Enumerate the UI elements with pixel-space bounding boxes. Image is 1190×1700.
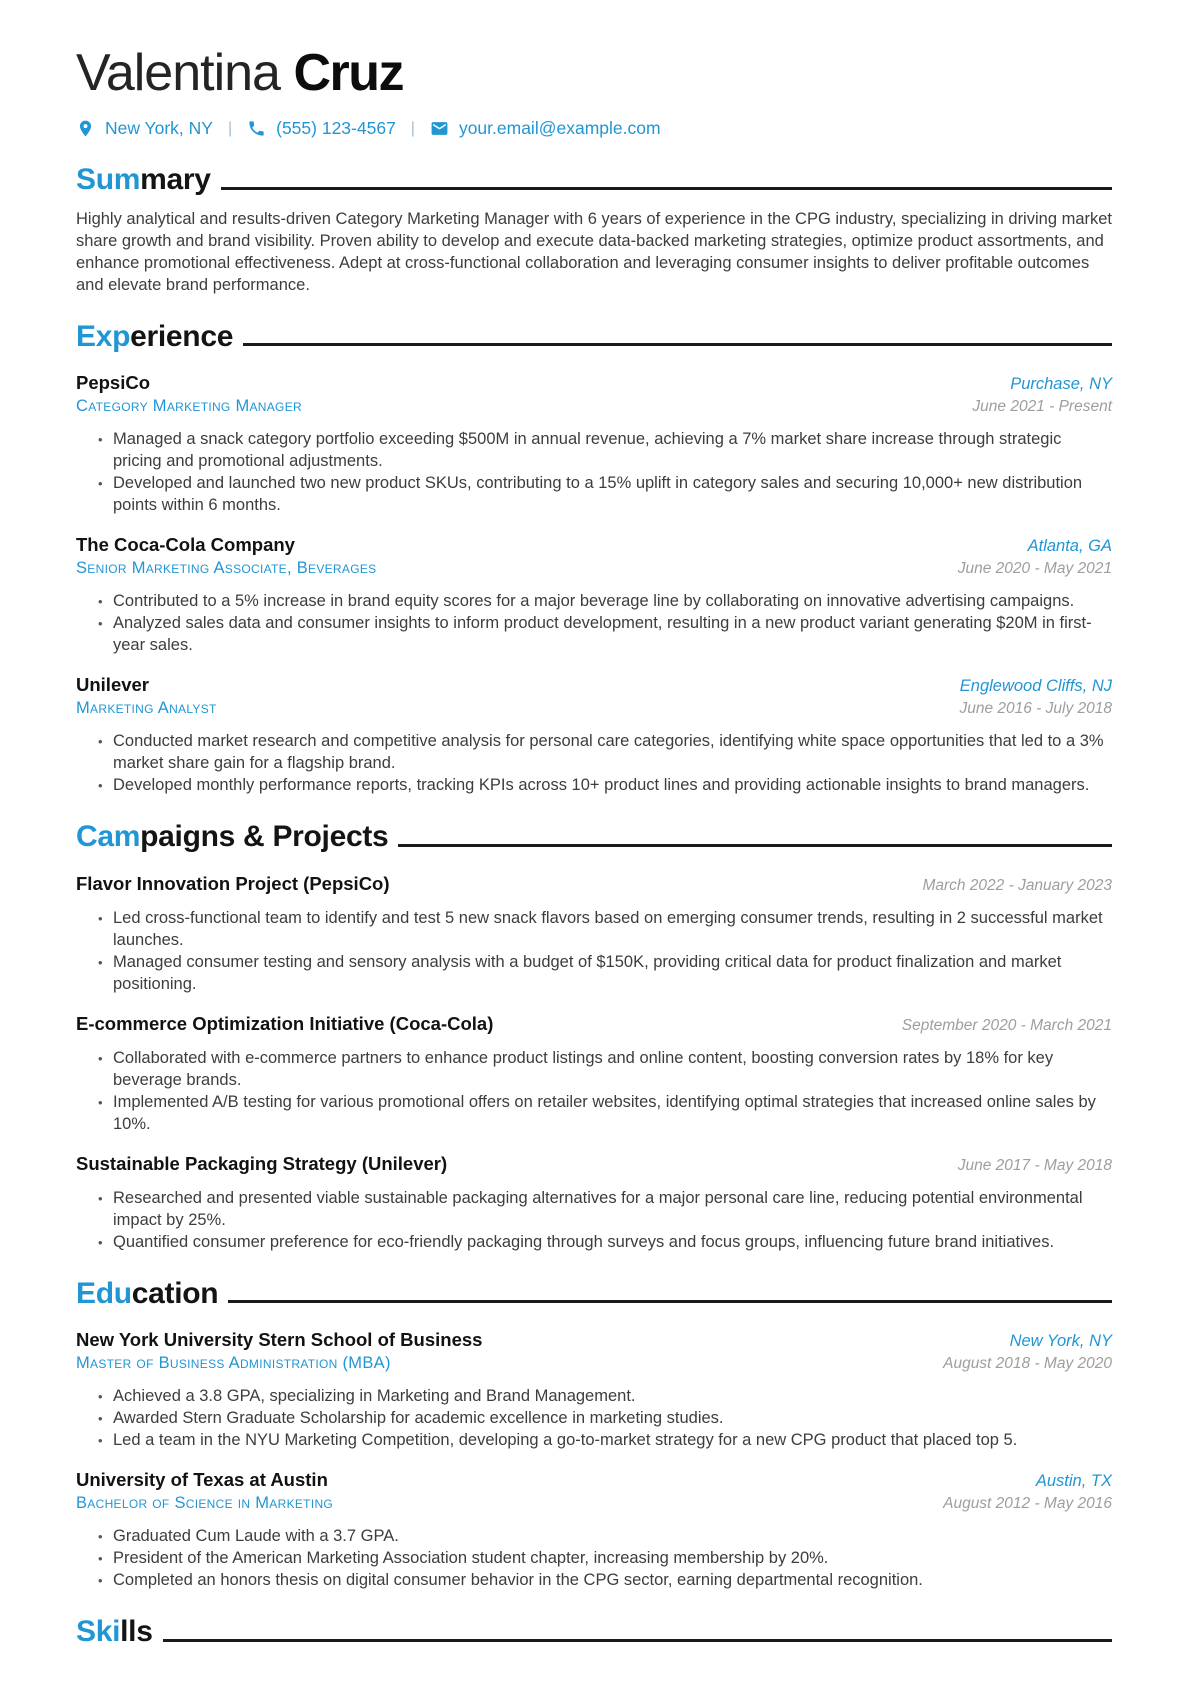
experience-title-accent: Exp bbox=[76, 319, 131, 353]
job-dates: June 2021 - Present bbox=[972, 398, 1112, 416]
bullet-item: • Contributed to a 5% increase in brand equity scores for a major beverage line by collaborating on innovative advertising campaigns. bbox=[113, 590, 1112, 612]
experience-title-rest: erience bbox=[130, 319, 234, 353]
project-entry bbox=[76, 873, 1112, 995]
job-dates: June 2020 - May 2021 bbox=[957, 560, 1112, 578]
experience-title bbox=[76, 320, 233, 355]
bullet-item: • Achieved a 3.8 GPA, specializing in Marketing and Brand Management. bbox=[113, 1385, 1112, 1407]
contact-separator: | bbox=[410, 119, 415, 137]
bullet-item: • Graduated Cum Laude with a 3.7 GPA. bbox=[113, 1525, 1112, 1547]
projects-section-header bbox=[76, 820, 1112, 855]
skills-title bbox=[76, 1615, 153, 1650]
job-bullet-list bbox=[76, 590, 1112, 656]
school-location: New York, NY bbox=[1009, 1332, 1112, 1351]
experience-entry bbox=[76, 534, 1112, 656]
projects-title bbox=[76, 820, 388, 855]
school-dates: August 2012 - May 2016 bbox=[943, 1495, 1112, 1513]
school-location: Austin, TX bbox=[1035, 1472, 1112, 1491]
bullet-item: • Developed monthly performance reports, tracking KPIs across 10+ product lines and providing actionable insights to brand managers. bbox=[113, 774, 1112, 796]
school-name: University of Texas at Austin bbox=[76, 1469, 328, 1491]
section-rule bbox=[163, 1639, 1112, 1642]
education-entry bbox=[76, 1329, 1112, 1451]
project-entry bbox=[76, 1153, 1112, 1253]
company-name: PepsiCo bbox=[76, 372, 151, 394]
contact-separator: | bbox=[227, 119, 233, 137]
bullet-item: • President of the American Marketing Association student chapter, increasing membership by 20%. bbox=[113, 1547, 1112, 1569]
location-text: New York, NY bbox=[105, 118, 213, 139]
summary-text: Highly analytical and results-driven Category Marketing Manager with 6 years of experience in the CPG industry, specializing in driving market share growth and brand visibility. Proven ability to develop and execute data-backed marketing strategies, optimize product assortments, and enhance promotional effectiveness. Adept at cross-functional collaboration and leveraging consumer insights to deliver profitable outcomes and elevate brand performance. bbox=[76, 209, 1113, 294]
job-role: Marketing Analyst bbox=[76, 699, 217, 718]
bullet-item: • Collaborated with e-commerce partners to enhance product listings and online content, boosting conversion rates by 18% for key beverage brands. bbox=[113, 1047, 1112, 1091]
degree-name: Master of Business Administration (MBA) bbox=[76, 1354, 391, 1373]
education-entry bbox=[76, 1469, 1112, 1591]
bullet-item: • Developed and launched two new product SKUs, contributing to a 15% uplift in category sales and securing 10,000+ new distribution points within 6 months. bbox=[113, 472, 1112, 516]
job-location: Englewood Cliffs, NJ bbox=[959, 677, 1112, 696]
phone-icon bbox=[247, 119, 266, 138]
summary-title-rest: mary bbox=[140, 163, 211, 197]
bullet-item: • Analyzed sales data and consumer insights to inform product development, resulting in a new product variant generating $20M in first-year sales. bbox=[113, 612, 1112, 656]
experience-entry bbox=[76, 674, 1112, 796]
last-name: Cruz bbox=[293, 44, 403, 102]
education-title bbox=[76, 1277, 218, 1312]
bullet-item: • Awarded Stern Graduate Scholarship for academic excellence in marketing studies. bbox=[113, 1407, 1112, 1429]
projects-title-rest: paigns & Projects bbox=[140, 820, 389, 854]
bullet-item: • Implemented A/B testing for various promotional offers on retailer websites, identifying optimal strategies that increased online sales by 10%. bbox=[113, 1091, 1112, 1135]
contact-row bbox=[76, 118, 1112, 139]
skills-title-rest: lls bbox=[120, 1615, 153, 1649]
contact-phone[interactable] bbox=[247, 118, 396, 139]
skills-section-header bbox=[76, 1615, 1112, 1650]
bullet-item: • Led cross-functional team to identify and test 5 new snack flavors based on emerging consumer trends, resulting in 2 successful market launches. bbox=[113, 907, 1112, 951]
degree-name: Bachelor of Science in Marketing bbox=[76, 1494, 334, 1513]
job-bullet-list bbox=[76, 730, 1112, 796]
project-dates: June 2017 - May 2018 bbox=[957, 1156, 1112, 1174]
school-name: New York University Stern School of Business bbox=[76, 1329, 483, 1351]
email-text: your.email@example.com bbox=[458, 118, 661, 139]
school-dates: August 2018 - May 2020 bbox=[943, 1355, 1112, 1373]
envelope-icon bbox=[430, 119, 449, 138]
summary-title bbox=[76, 163, 211, 198]
section-rule bbox=[228, 1300, 1112, 1303]
bullet-item: • Conducted market research and competitive analysis for personal care categories, identifying white space opportunities that led to a 3% market share gain for a flagship brand. bbox=[113, 730, 1112, 774]
map-pin-icon bbox=[76, 119, 95, 138]
project-bullet-list bbox=[76, 1187, 1112, 1253]
project-name: Flavor Innovation Project (PepsiCo) bbox=[76, 872, 390, 894]
company-name: The Coca-Cola Company bbox=[76, 534, 295, 556]
skills-title-accent: Ski bbox=[76, 1615, 121, 1649]
phone-text: (555) 123-4567 bbox=[276, 118, 396, 139]
education-title-accent: Edu bbox=[76, 1276, 132, 1310]
section-rule bbox=[398, 844, 1112, 847]
bullet-item: • Managed a snack category portfolio exceeding $500M in annual revenue, achieving a 7% market share increase through strategic pricing and promotional adjustments. bbox=[113, 428, 1112, 472]
education-title-rest: cation bbox=[131, 1276, 219, 1310]
projects-title-accent: Cam bbox=[76, 820, 141, 854]
company-name: Unilever bbox=[76, 674, 150, 696]
project-bullet-list bbox=[76, 1047, 1112, 1135]
school-bullet-list bbox=[76, 1385, 1112, 1451]
bullet-item: • Completed an honors thesis on digital consumer behavior in the CPG sector, earning departmental recognition. bbox=[113, 1569, 1112, 1591]
job-bullet-list bbox=[76, 428, 1112, 516]
section-rule bbox=[221, 187, 1112, 190]
contact-email[interactable] bbox=[430, 118, 661, 139]
experience-section-header bbox=[76, 320, 1112, 355]
summary-section-header bbox=[76, 163, 1112, 198]
experience-entry bbox=[76, 372, 1112, 516]
job-dates: June 2016 - July 2018 bbox=[959, 700, 1112, 718]
project-entry bbox=[76, 1013, 1112, 1135]
school-bullet-list bbox=[76, 1525, 1112, 1591]
project-dates: September 2020 - March 2021 bbox=[901, 1016, 1112, 1034]
education-section-header bbox=[76, 1277, 1112, 1312]
bullet-item: • Quantified consumer preference for eco-friendly packaging through surveys and focus groups, influencing future brand initiatives. bbox=[113, 1231, 1112, 1253]
summary-title-accent: Sum bbox=[76, 163, 141, 197]
contact-location bbox=[76, 118, 213, 139]
bullet-item: • Managed consumer testing and sensory analysis with a budget of $150K, providing critical data for product finalization and market positioning. bbox=[113, 951, 1112, 995]
project-bullet-list bbox=[76, 907, 1112, 995]
project-name: Sustainable Packaging Strategy (Unilever) bbox=[76, 1152, 448, 1174]
job-role: Senior Marketing Associate, Beverages bbox=[76, 559, 377, 578]
job-location: Atlanta, GA bbox=[1027, 537, 1112, 556]
first-name: Valentina bbox=[76, 44, 280, 102]
job-role: Category Marketing Manager bbox=[76, 397, 302, 416]
person-name bbox=[76, 46, 1112, 101]
project-name: E-commerce Optimization Initiative (Coca-Cola) bbox=[76, 1012, 494, 1034]
bullet-item: • Researched and presented viable sustainable packaging alternatives for a major personal care line, reducing potential environmental impact by 25%. bbox=[113, 1187, 1112, 1231]
bullet-item: • Led a team in the NYU Marketing Competition, developing a go-to-market strategy for a new CPG product that placed top 5. bbox=[113, 1429, 1112, 1451]
project-dates: March 2022 - January 2023 bbox=[922, 876, 1112, 894]
section-rule bbox=[243, 343, 1112, 346]
job-location: Purchase, NY bbox=[1010, 375, 1112, 394]
